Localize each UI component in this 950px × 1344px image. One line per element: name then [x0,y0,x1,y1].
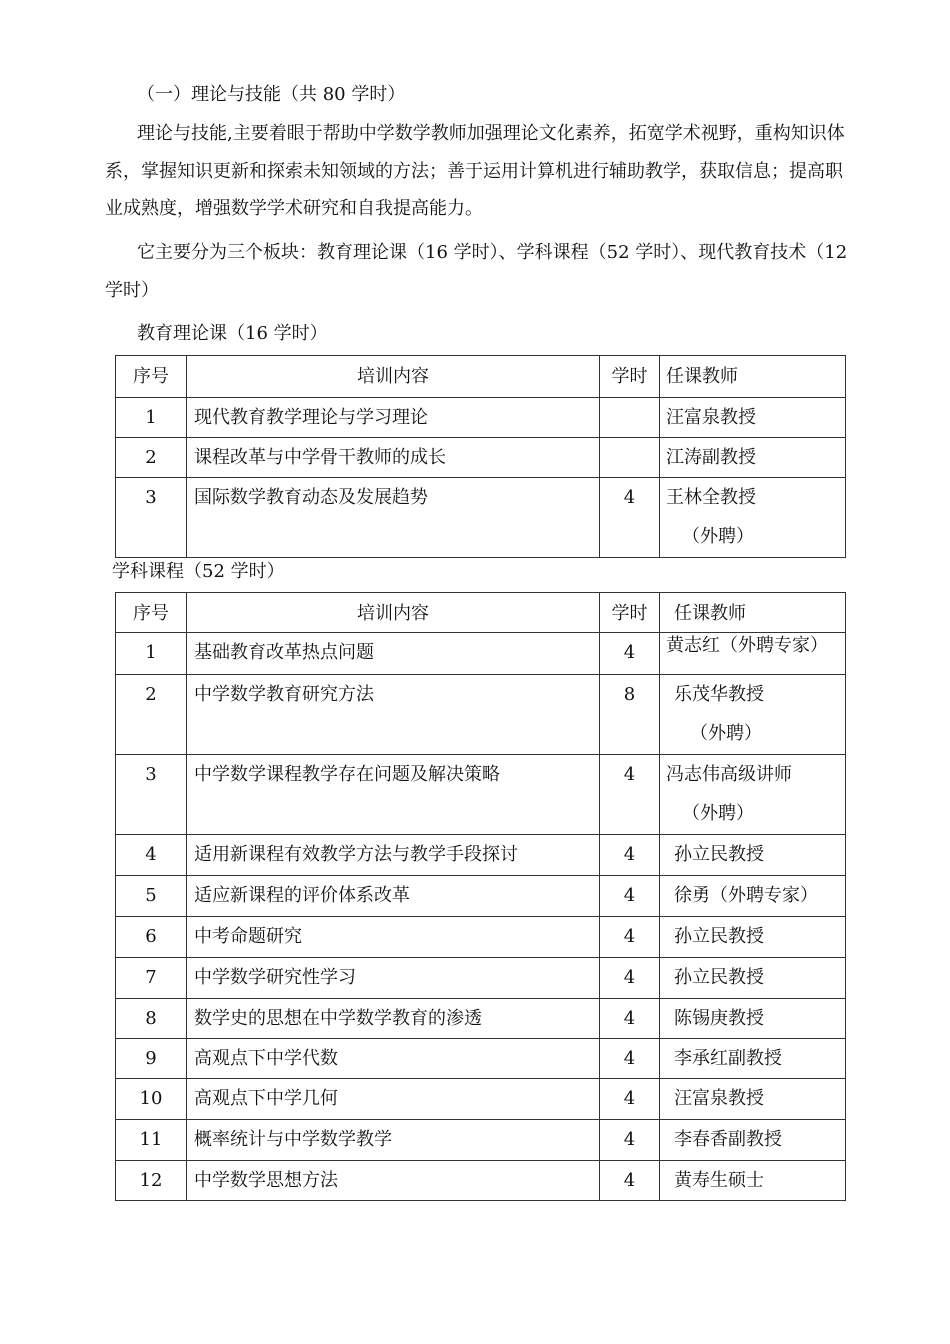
paragraph-intro-text: 理论与技能,主要着眼于帮助中学数学教师加强理论文化素养，拓宽学术视野，重构知识体系，掌握知识更新和探索未知领域的方法；善于运用计算机进行辅助教学，获取信息；提高职业成熟度，增强数学学术研究和自我提高能力。 [105,123,845,219]
row-hours: 8 [623,684,636,705]
row-content: 高观点下中学代数 [194,1048,338,1069]
row-no: 2 [145,684,157,705]
row-teacher-note: （外聘） [690,723,762,744]
row-hours: 4 [623,1170,636,1191]
row-teacher: 孙立民教授 [674,844,764,865]
subject-course-table [115,592,846,1201]
table-row [116,876,846,917]
row-content: 现代教育教学理论与学习理论 [194,407,428,428]
row-teacher: 汪富泉教授 [674,1088,764,1109]
row-no: 10 [139,1088,163,1109]
row-content: 基础教育改革热点问题 [194,642,374,663]
row-hours: 4 [623,642,636,663]
row-no: 12 [139,1170,163,1191]
table-row [116,1079,846,1120]
table-header-row [116,356,846,398]
row-teacher: 乐茂华教授 （外聘） [666,675,845,745]
row-content: 适应新课程的评价体系改革 [194,885,410,906]
row-teacher: 汪富泉教授 [666,407,756,428]
row-teacher: 徐勇（外聘专家） [674,885,818,906]
row-no: 4 [145,844,157,865]
row-content: 高观点下中学几何 [194,1088,338,1109]
row-hours: 4 [623,844,636,865]
row-no: 8 [145,1008,157,1029]
header-teacher: 任课教师 [660,593,846,633]
paragraph-modules-text: 它主要分为三个板块：教育理论课（16 学时）、学科课程（52 学时）、现代教育技术（12 学时） [105,242,848,301]
row-teacher: 孙立民教授 [674,967,764,988]
table-row [116,478,846,558]
table2-caption: 学科课程（52 学时） [112,561,285,582]
header-no: 序号 [116,356,187,398]
row-content: 国际数学教育动态及发展趋势 [194,487,428,508]
table-row [116,755,846,835]
row-teacher: 李承红副教授 [674,1048,782,1069]
row-no: 7 [145,967,157,988]
row-content: 数学史的思想在中学数学教育的渗透 [194,1008,482,1029]
row-hours: 4 [623,1088,636,1109]
table-header-row [116,593,846,633]
table1-caption: 教育理论课（16 学时） [137,323,328,344]
table-row [116,1161,846,1201]
row-no: 9 [145,1048,157,1069]
row-no: 5 [145,885,157,906]
row-teacher: 冯志伟高级讲师 （外聘） [666,755,845,825]
education-theory-table [115,355,846,558]
row-hours: 4 [623,885,636,906]
row-content: 中学数学教育研究方法 [194,684,374,705]
table-row [116,958,846,999]
table-row [116,633,846,675]
row-teacher: 王林全教授 （外聘） [666,478,845,548]
row-content: 概率统计与中学数学教学 [194,1129,392,1150]
row-no: 3 [145,487,157,508]
row-no: 6 [145,926,157,947]
row-no: 1 [145,407,157,428]
table-row [116,1120,846,1161]
row-content: 适用新课程有效教学方法与教学手段探讨 [194,844,518,865]
row-teacher: 李春香副教授 [674,1129,782,1150]
header-content: 培训内容 [187,356,600,398]
paragraph-intro [105,115,850,228]
row-hours: 4 [623,1048,636,1069]
row-teacher: 孙立民教授 [674,926,764,947]
row-no: 1 [145,642,157,663]
header-content: 培训内容 [187,593,600,633]
row-content: 中考命题研究 [194,926,302,947]
row-hours [600,398,659,407]
row-hours [600,438,659,447]
table-row [116,999,846,1039]
row-hours: 4 [623,926,636,947]
row-no: 3 [145,764,157,785]
row-teacher: 黄志红（外聘专家） [666,635,828,656]
row-hours: 4 [623,764,636,785]
header-hours: 学时 [600,593,660,633]
row-hours: 4 [623,487,636,508]
row-hours: 4 [623,967,636,988]
header-no: 序号 [116,593,187,633]
table-row [116,1039,846,1079]
row-teacher-note: （外聘） [682,526,754,547]
header-teacher: 任课教师 [660,356,846,398]
row-hours: 4 [623,1008,636,1029]
row-teacher: 陈锡庚教授 [674,1008,764,1029]
row-content: 课程改革与中学骨干教师的成长 [194,447,446,468]
table-row [116,398,846,438]
table-row [116,438,846,478]
table-row [116,835,846,876]
row-no: 11 [139,1129,163,1150]
row-teacher-note: （外聘） [682,803,754,824]
row-content: 中学数学研究性学习 [194,967,356,988]
row-content: 中学数学课程教学存在问题及解决策略 [194,764,500,785]
row-teacher: 江涛副教授 [666,447,756,468]
header-hours: 学时 [600,356,660,398]
paragraph-modules [105,234,850,309]
section-title: （一）理论与技能（共 80 学时） [137,84,406,105]
table-row [116,675,846,755]
table-row [116,917,846,958]
row-no: 2 [145,447,157,468]
row-content: 中学数学思想方法 [194,1170,338,1191]
row-hours: 4 [623,1129,636,1150]
row-teacher: 黄寿生硕士 [674,1170,764,1191]
